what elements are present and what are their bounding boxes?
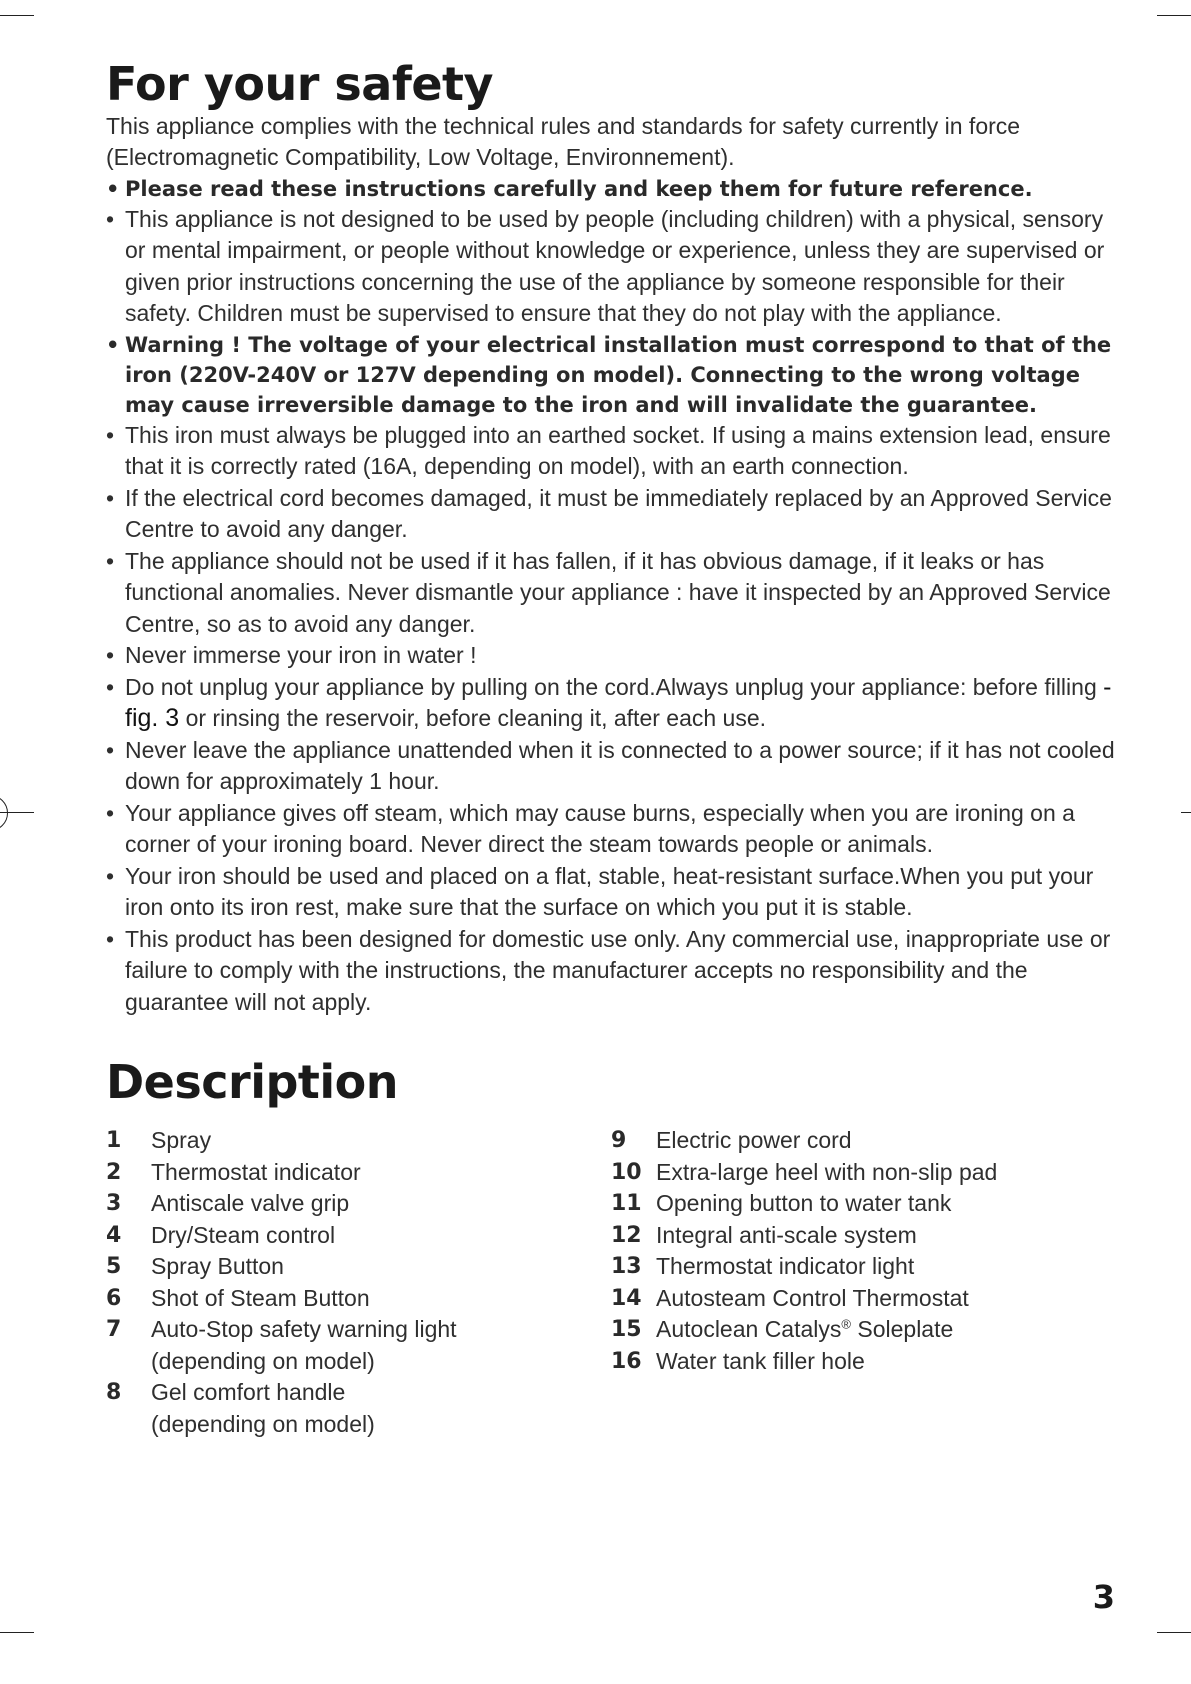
list-item: • Please read these instructions carefully and keep them for future reference. (106, 174, 1116, 204)
part-label: Thermostat indicator (151, 1158, 361, 1185)
part-number: 5 (106, 1254, 122, 1280)
part-label-note: (depending on model) (151, 1410, 375, 1437)
crop-mark-top-right (1157, 15, 1191, 16)
part-item (611, 1314, 1116, 1346)
part-label (656, 1314, 953, 1346)
part-label-main: Gel comfort handle (151, 1379, 346, 1406)
part-item (106, 1283, 611, 1315)
description-heading: Description (106, 1055, 399, 1110)
list-item: • This iron must always be plugged into an earthed socket. If using a mains extension lead, ensure that it is correctly rated (16A, depending on model), with an earth connection. (106, 420, 1116, 483)
part-number: 10 (611, 1159, 642, 1185)
part-number: 1 (106, 1128, 122, 1154)
registered-mark: ® (841, 1316, 851, 1332)
part-number: 8 (106, 1380, 122, 1406)
list-item: • Never leave the appliance unattended when it is connected to a power source; if it has not cooled down for approximately 1 hour. (106, 735, 1116, 798)
part-label: Integral anti-scale system (656, 1221, 917, 1248)
unplug-text-after: or rinsing the reservoir, before cleaning it, after each use. (179, 705, 767, 732)
part-number: 2 (106, 1159, 122, 1185)
crop-mark-bottom-right (1157, 1632, 1191, 1633)
part-item (106, 1125, 611, 1157)
crop-mark-top-left (0, 15, 34, 16)
part-number: 15 (611, 1317, 642, 1343)
part-item (611, 1251, 1116, 1283)
part-item (611, 1283, 1116, 1315)
part-item (106, 1314, 611, 1377)
part-label-main: Autoclean Catalys (656, 1316, 842, 1343)
part-label: Antiscale valve grip (151, 1190, 350, 1217)
description-parts-list (106, 1125, 1116, 1440)
part-item (611, 1157, 1116, 1189)
crop-mark-bottom-left (0, 1632, 34, 1633)
safety-heading: For your safety (106, 57, 494, 111)
part-item (106, 1220, 611, 1252)
part-item (611, 1188, 1116, 1220)
part-label-tail: Soleplate (850, 1316, 954, 1343)
list-item: • This appliance is not designed to be used by people (including children) with a physical, sensory or mental impairment, or people without knowledge or experience, unless they are supervised or given prior instructions concerning the use of the appliance by someone responsible for their safety. Children must be supervised to ensure that they do not play with the appliance. (106, 204, 1116, 330)
part-label: Electric power cord (656, 1127, 852, 1154)
registration-mark-icon (0, 795, 8, 831)
list-item: • The appliance should not be used if it has fallen, if it has obvious damage, if it leaks or has functional anomalies. Never dismantle your appliance : have it inspected by an Approved Service Centre, so as to avoid any danger. (106, 546, 1116, 641)
part-label: Thermostat indicator light (656, 1253, 915, 1280)
part-number: 11 (611, 1191, 642, 1217)
part-label: Opening button to water tank (656, 1190, 952, 1217)
part-number: 3 (106, 1191, 122, 1217)
part-number: 6 (106, 1285, 122, 1311)
part-label: Dry/Steam control (151, 1221, 336, 1248)
list-item: • Your iron should be used and placed on a flat, stable, heat-resistant surface.When you put your iron onto its iron rest, make sure that the surface on which you put it is stable. (106, 861, 1116, 924)
safety-intro: This appliance complies with the technical rules and standards for safety currently in force (Electromagnetic Compatibility, Low Voltage, Environnement). (106, 112, 1021, 171)
part-label: Spray Button (151, 1253, 284, 1280)
part-number: 16 (611, 1348, 642, 1374)
list-item (106, 672, 1116, 735)
part-number: 13 (611, 1254, 642, 1280)
part-label-note: (depending on model) (151, 1347, 375, 1374)
part-item (106, 1251, 611, 1283)
part-item (611, 1346, 1116, 1378)
part-number: 12 (611, 1222, 642, 1248)
description-column-right (611, 1125, 1116, 1440)
crop-mark-mid-right (1181, 812, 1191, 813)
page-content (106, 58, 1116, 1440)
unplug-text-before: Do not unplug your appliance by pulling on the cord.Always unplug your appliance: before filling (125, 673, 1104, 700)
part-label-main: Auto-Stop safety warning light (151, 1316, 457, 1343)
part-number: 4 (106, 1222, 122, 1248)
page-number: 3 (1092, 1578, 1115, 1616)
part-item (106, 1377, 611, 1440)
part-item (106, 1157, 611, 1189)
part-label (151, 1377, 375, 1440)
part-item (106, 1188, 611, 1220)
safety-list (106, 174, 1116, 1019)
list-item: • Never immerse your iron in water ! (106, 640, 1116, 672)
part-label: Autosteam Control Thermostat (656, 1284, 969, 1311)
part-label: Spray (151, 1127, 212, 1154)
list-item-warning: • Warning ! The voltage of your electrical installation must correspond to that of the iron (220V-240V or 127V depending on model). Connecting to the wrong voltage may cause irreversible damage to the iron and will invalidate the guarantee. (106, 330, 1116, 420)
list-item: • This product has been designed for domestic use only. Any commercial use, inappropriate use or failure to comply with the instructions, the manufacturer accepts no responsibility and the guarantee will not apply. (106, 924, 1116, 1019)
list-item: • If the electrical cord becomes damaged, it must be immediately replaced by an Approved Service Centre to avoid any danger. (106, 483, 1116, 546)
part-label: Extra-large heel with non-slip pad (656, 1158, 998, 1185)
description-column-left (106, 1125, 611, 1440)
part-label: Water tank filler hole (656, 1347, 865, 1374)
part-item (611, 1125, 1116, 1157)
figure-reference: - fig. 3 (125, 672, 1112, 733)
part-number: 9 (611, 1128, 627, 1154)
list-item: • Your appliance gives off steam, which may cause burns, especially when you are ironing on a corner of your ironing board. Never direct the steam towards people or animals. (106, 798, 1116, 861)
part-number: 7 (106, 1317, 122, 1343)
part-number: 14 (611, 1285, 642, 1311)
part-label: Shot of Steam Button (151, 1284, 370, 1311)
part-label (151, 1314, 457, 1377)
part-item (611, 1220, 1116, 1252)
